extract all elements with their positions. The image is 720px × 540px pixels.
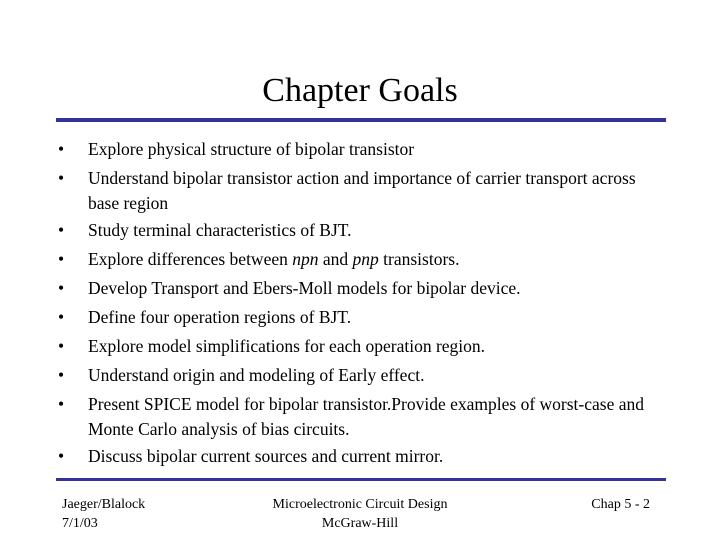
- bullet-item: [58, 392, 670, 442]
- footer-publisher: McGraw-Hill: [321, 516, 399, 531]
- slide-title: Chapter Goals: [262, 71, 458, 109]
- bullet-marker: •: [58, 139, 65, 159]
- footer-divider: [56, 478, 666, 481]
- bullet-marker: •: [58, 394, 65, 414]
- bullet-marker: •: [58, 307, 65, 327]
- bullet-text: Discuss bipolar current sources and current mirror.: [88, 446, 444, 466]
- bullet-text: Define four operation regions of BJT.: [88, 307, 352, 327]
- bullet-item: [58, 166, 670, 216]
- bullet-item: [58, 247, 670, 272]
- bullet-item: [58, 363, 670, 388]
- bullet-text: Study terminal characteristics of BJT.: [88, 220, 352, 240]
- bullet-text: Develop Transport and Ebers-Moll models for bipolar device.: [88, 278, 521, 298]
- bullet-marker: •: [58, 168, 65, 188]
- bullet-marker: •: [58, 220, 65, 240]
- bullet-item: [58, 334, 670, 359]
- bullet-item: [58, 218, 670, 243]
- bullet-text: Explore physical structure of bipolar transistor: [88, 139, 415, 159]
- title-divider: [56, 118, 666, 122]
- pnp-term: pnp: [352, 249, 379, 269]
- bullet-item: [58, 276, 670, 301]
- bullet-text: Explore model simplifications for each operation region.: [88, 336, 486, 356]
- bullet-marker: •: [58, 365, 65, 385]
- footer-book-title: Microelectronic Circuit Design: [272, 497, 448, 512]
- npn-term: npn: [292, 249, 319, 269]
- footer-book: [220, 495, 500, 533]
- bullet-text: Understand origin and modeling of Early effect.: [88, 365, 425, 385]
- bullet-text: Understand bipolar transistor action and importance of carrier transport across base region: [88, 168, 636, 213]
- bullet-text: Explore differences between npn and pnp transistors.: [88, 249, 460, 269]
- bullet-marker: •: [58, 446, 65, 466]
- footer-author-names: Jaeger/Blalock: [62, 497, 146, 512]
- footer-authors: [62, 495, 242, 533]
- bullet-marker: •: [58, 278, 65, 298]
- goals-bullet-list: [58, 137, 670, 473]
- bullet-marker: •: [58, 336, 65, 356]
- footer-page-number: Chap 5 - 2: [591, 497, 650, 512]
- bullet-item: [58, 137, 670, 162]
- bullet-item: [58, 305, 670, 330]
- bullet-text: Present SPICE model for bipolar transistor.Provide examples of worst-case and Monte Carlo analysis of bias circuits.: [88, 394, 645, 439]
- bullet-marker: •: [58, 249, 65, 269]
- footer-date: 7/1/03: [62, 516, 98, 531]
- bullet-item: [58, 444, 670, 469]
